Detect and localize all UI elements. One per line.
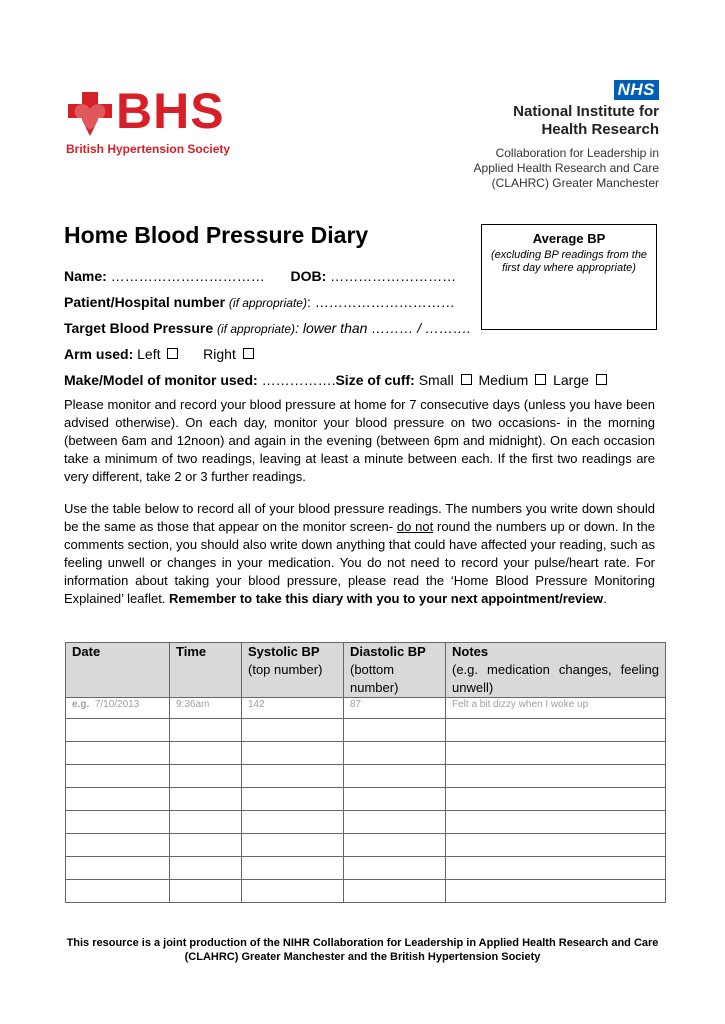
table-row <box>66 765 666 788</box>
patient-number-hint: (if appropriate) <box>228 296 307 310</box>
cuff-small-label: Small <box>418 372 454 388</box>
instructions-reminder: Remember to take this diary with you to your next appointment/review <box>169 591 604 606</box>
example-row <box>66 698 666 719</box>
arm-right-label: Right <box>203 346 236 362</box>
average-bp-title: Average BP <box>532 231 606 246</box>
heart-cross-icon <box>66 90 114 138</box>
date-cell[interactable] <box>66 811 170 834</box>
cuff-medium-checkbox[interactable] <box>535 374 546 385</box>
arm-right-checkbox[interactable] <box>243 348 254 359</box>
name-field[interactable]: …………………………… <box>110 268 265 284</box>
patient-number-label: Patient/Hospital number <box>64 294 226 310</box>
name-row <box>64 268 456 284</box>
monitor-label: Make/Model of monitor used: <box>64 372 258 388</box>
notes-cell[interactable] <box>446 765 666 788</box>
date-cell[interactable] <box>66 765 170 788</box>
date-cell[interactable] <box>66 880 170 903</box>
target-bp-field[interactable]: : lower than ……… / ………. <box>295 320 471 336</box>
bhs-wordmark: BHS <box>116 83 225 139</box>
footer-credit: This resource is a joint production of the NIHR Collaboration for Leadership in Applied Health Research and Care (CLAHRC) Greater Manchester and the British Hypertension Society <box>66 937 659 963</box>
clahrc-line-1: Collaboration for Leadership in <box>495 146 659 160</box>
patient-number-row <box>64 294 455 310</box>
instructions-end: . <box>603 591 607 606</box>
cuff-small-checkbox[interactable] <box>461 374 472 385</box>
monitor-field[interactable]: ……………. <box>261 372 336 388</box>
time-cell[interactable] <box>170 834 242 857</box>
table-row <box>66 811 666 834</box>
instructions-text-2: round the numbers up or down. In the comments section, you should also write down anything that could have affected your reading, such as feeling unwell or changes in your medication. You do not need to record your pulse/heart rate. For information about taking your blood pressure, please read the ‘Home Blood Pressure Monitoring Explained’ leaflet. <box>64 519 655 606</box>
diastolic-cell[interactable] <box>344 811 446 834</box>
date-cell[interactable] <box>66 857 170 880</box>
systolic-cell[interactable] <box>242 857 344 880</box>
nihr-title-2: Health Research <box>541 121 659 138</box>
diastolic-cell[interactable] <box>344 788 446 811</box>
time-cell[interactable] <box>170 811 242 834</box>
time-cell[interactable] <box>170 719 242 742</box>
instructions-text-1: Use the table below to record all of your blood pressure readings. The numbers you write down should be the same as those that appear on the monitor screen- <box>64 501 655 534</box>
nihr-logo <box>429 80 659 191</box>
target-bp-row <box>64 320 471 336</box>
date-cell[interactable] <box>66 788 170 811</box>
diastolic-cell[interactable] <box>344 857 446 880</box>
name-label: Name: <box>64 268 107 284</box>
target-bp-hint: (if appropriate) <box>217 322 296 336</box>
systolic-cell[interactable] <box>242 811 344 834</box>
arm-label: Arm used: <box>64 346 134 362</box>
bhs-full-name: British Hypertension Society <box>66 142 231 156</box>
bhs-logo <box>66 83 266 160</box>
clahrc-line-2: Applied Health Research and Care <box>473 161 659 175</box>
date-cell[interactable] <box>66 742 170 765</box>
time-cell[interactable] <box>170 742 242 765</box>
systolic-cell[interactable] <box>242 719 344 742</box>
example-notes: Felt a bit dizzy when I woke up <box>446 698 666 719</box>
diastolic-cell[interactable] <box>344 719 446 742</box>
date-cell[interactable] <box>66 719 170 742</box>
diastolic-cell[interactable] <box>344 834 446 857</box>
cuff-label: Size of cuff: <box>335 372 415 388</box>
header-time: Time <box>170 643 242 698</box>
table-row <box>66 742 666 765</box>
monitor-row <box>64 372 610 388</box>
dob-label: DOB: <box>290 268 327 284</box>
diastolic-cell[interactable] <box>344 742 446 765</box>
diastolic-cell[interactable] <box>344 765 446 788</box>
notes-cell[interactable] <box>446 880 666 903</box>
example-date: e.g. 7/10/2013 <box>66 698 170 719</box>
date-cell[interactable] <box>66 834 170 857</box>
diary-table <box>65 642 666 903</box>
notes-cell[interactable] <box>446 857 666 880</box>
table-row <box>66 880 666 903</box>
example-time: 9:36am <box>170 698 242 719</box>
patient-number-field[interactable]: : ………………………… <box>306 294 455 310</box>
dob-field[interactable]: ……………………… <box>330 268 457 284</box>
table-row <box>66 719 666 742</box>
instructions-underlined: do not <box>396 519 434 534</box>
table-header-row <box>66 643 666 698</box>
time-cell[interactable] <box>170 880 242 903</box>
systolic-cell[interactable] <box>242 788 344 811</box>
header-date: Date <box>66 643 170 698</box>
systolic-cell[interactable] <box>242 765 344 788</box>
table-row <box>66 857 666 880</box>
arm-row <box>64 346 257 362</box>
nhs-badge: NHS <box>614 80 659 100</box>
systolic-cell[interactable] <box>242 742 344 765</box>
diastolic-cell[interactable] <box>344 880 446 903</box>
time-cell[interactable] <box>170 788 242 811</box>
cuff-large-checkbox[interactable] <box>596 374 607 385</box>
systolic-cell[interactable] <box>242 880 344 903</box>
intro-paragraph: Please monitor and record your blood pressure at home for 7 consecutive days (unless you have been advised otherwise). On each day, monitor your blood pressure on two occasions- in the morning (between 6am and 12noon) and again in the evening (between 6pm and midnight). On each occasion take a minimum of two readings, leaving at least a minute between each. If the first two readings are very different, take 2 or 3 further readings. <box>64 397 655 484</box>
table-row <box>66 788 666 811</box>
clahrc-line-3: (CLAHRC) Greater Manchester <box>491 176 659 190</box>
cuff-large-label: Large <box>553 372 589 388</box>
header-diastolic: Diastolic BP (bottom number) <box>344 643 446 698</box>
example-diastolic: 87 <box>344 698 446 719</box>
arm-left-checkbox[interactable] <box>167 348 178 359</box>
time-cell[interactable] <box>170 765 242 788</box>
table-row <box>66 834 666 857</box>
notes-cell[interactable] <box>446 788 666 811</box>
arm-left-label: Left <box>137 346 161 362</box>
cuff-medium-label: Medium <box>478 372 529 388</box>
time-cell[interactable] <box>170 857 242 880</box>
target-bp-label: Target Blood Pressure <box>64 320 214 336</box>
header-notes: Notes (e.g. medication changes, feeling unwell) <box>446 643 666 698</box>
notes-cell[interactable] <box>446 742 666 765</box>
page-title: Home Blood Pressure Diary <box>64 222 369 248</box>
average-bp-box[interactable] <box>481 224 657 330</box>
nihr-title-1: National Institute for <box>513 103 659 120</box>
notes-cell[interactable] <box>446 811 666 834</box>
notes-cell[interactable] <box>446 719 666 742</box>
average-bp-note: (excluding BP readings from the first day where appropriate) <box>490 249 648 274</box>
systolic-cell[interactable] <box>242 834 344 857</box>
header-systolic: Systolic BP (top number) <box>242 643 344 698</box>
instructions-paragraph <box>64 500 655 608</box>
example-systolic: 142 <box>242 698 344 719</box>
notes-cell[interactable] <box>446 834 666 857</box>
